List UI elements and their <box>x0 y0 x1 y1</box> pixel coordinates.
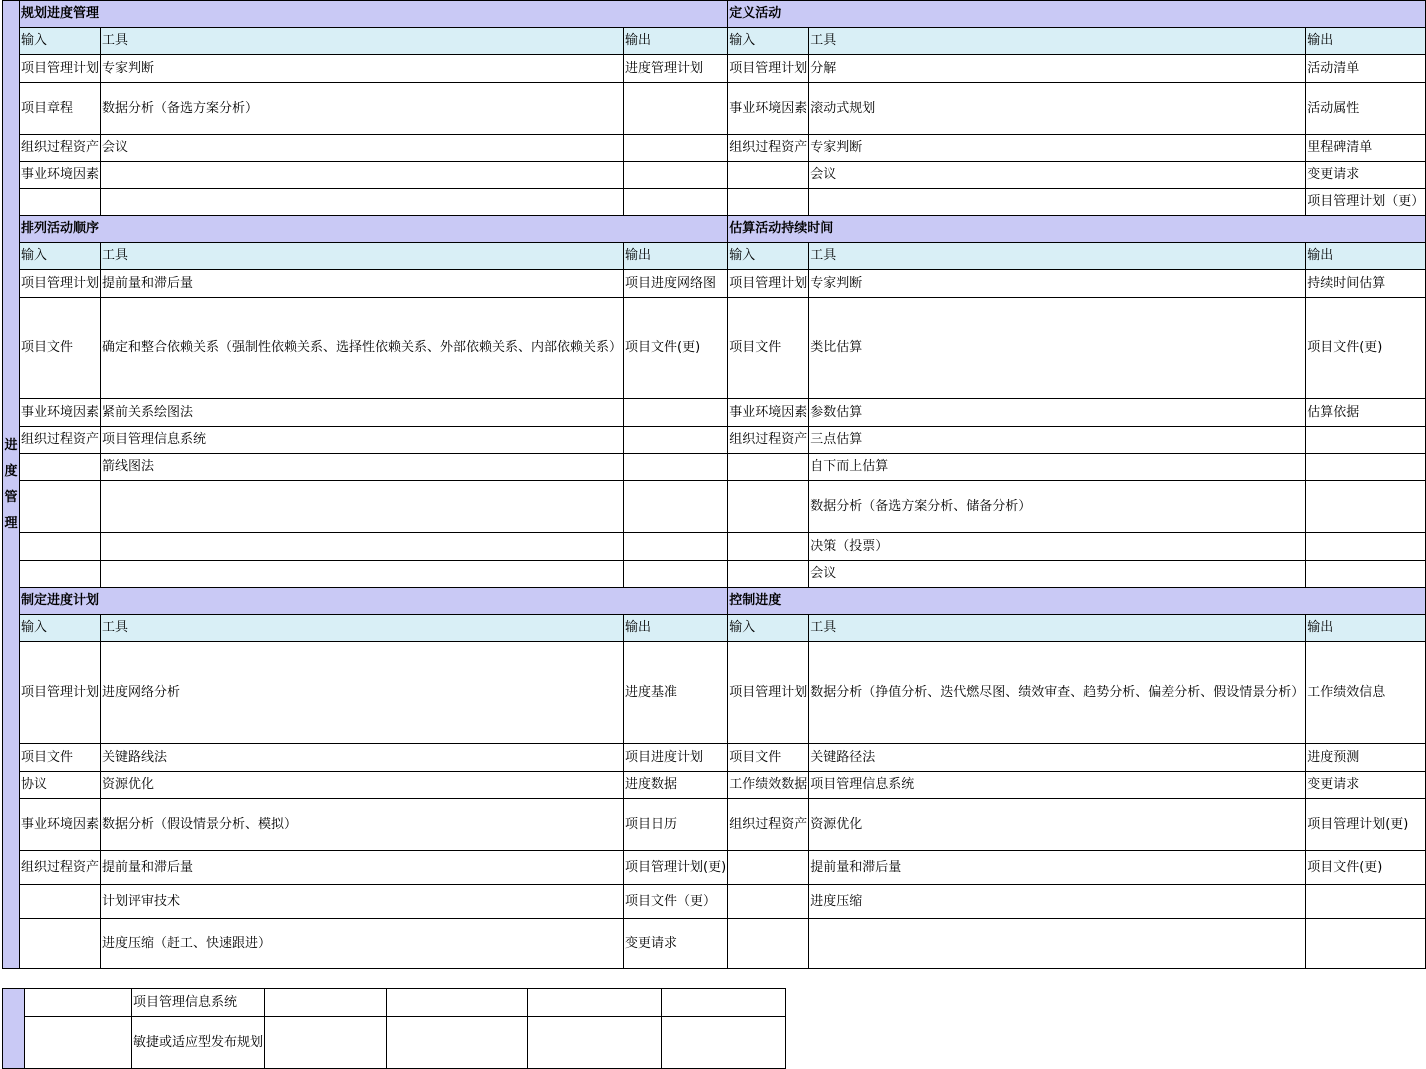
table-cell: 数据分析（备选方案分析） <box>101 83 624 135</box>
table-cell: 数据分析（假设情景分析、模拟） <box>101 799 624 851</box>
column-header-output: 输出 <box>624 28 728 55</box>
table-cell: 组织过程资产 <box>20 135 101 162</box>
table-cell <box>527 1017 661 1069</box>
column-header-output: 输出 <box>1306 615 1426 642</box>
table-cell <box>728 561 809 588</box>
column-header-input: 输入 <box>20 28 101 55</box>
section-title: 控制进度 <box>728 588 1426 615</box>
table-cell: 决策（投票） <box>809 533 1306 561</box>
table-cell: 进度管理计划 <box>624 55 728 83</box>
table-cell <box>20 533 101 561</box>
column-header-input: 输入 <box>728 28 809 55</box>
table-row <box>3 162 1426 189</box>
table-cell <box>624 189 728 216</box>
table-cell: 项目文件 <box>20 744 101 772</box>
table-row <box>3 454 1426 481</box>
table-cell: 项目文件 <box>728 298 809 399</box>
table-row <box>3 772 1426 799</box>
table-cell: 组织过程资产 <box>728 427 809 454</box>
table-cell <box>1306 533 1426 561</box>
table-cell: 进度网络分析 <box>101 642 624 744</box>
column-header-tool: 工具 <box>101 615 624 642</box>
continuation-table <box>2 988 786 1069</box>
column-header-tool: 工具 <box>101 243 624 270</box>
table-cell: 紧前关系绘图法 <box>101 399 624 427</box>
table-cell <box>1306 454 1426 481</box>
table-cell <box>20 481 101 533</box>
table-row <box>3 851 1426 885</box>
table-cell: 项目文件 <box>728 744 809 772</box>
table-row <box>3 481 1426 533</box>
table-cell: 敏捷或适应型发布规划 <box>131 1017 264 1069</box>
table-cell: 项目进度网络图 <box>624 270 728 298</box>
table-cell: 项目管理计划(更) <box>624 851 728 885</box>
table-cell <box>728 885 809 919</box>
section-title: 定义活动 <box>728 1 1426 28</box>
table-row <box>3 642 1426 744</box>
table-cell: 变更请求 <box>624 919 728 969</box>
sidebar-continuation <box>3 989 25 1069</box>
table-cell <box>20 454 101 481</box>
table-cell: 项目管理计划 <box>20 642 101 744</box>
table-cell <box>728 919 809 969</box>
column-header-row <box>3 28 1426 55</box>
table-cell: 项目管理计划（更） <box>1306 189 1426 216</box>
table-cell: 变更请求 <box>1306 772 1426 799</box>
table-cell: 组织过程资产 <box>728 135 809 162</box>
table-cell: 项目管理计划 <box>728 642 809 744</box>
table-cell: 滚动式规划 <box>809 83 1306 135</box>
table-cell: 项目管理计划 <box>20 55 101 83</box>
table-cell: 活动清单 <box>1306 55 1426 83</box>
table-cell: 进度数据 <box>624 772 728 799</box>
table-cell <box>386 1017 527 1069</box>
table-cell: 组织过程资产 <box>20 427 101 454</box>
table-cell: 关键路线法 <box>101 744 624 772</box>
column-header-tool: 工具 <box>809 615 1306 642</box>
column-header-output: 输出 <box>1306 28 1426 55</box>
table-cell: 计划评审技术 <box>101 885 624 919</box>
table-cell <box>728 533 809 561</box>
table-cell: 数据分析（备选方案分析、储备分析） <box>809 481 1306 533</box>
table-cell: 项目管理信息系统 <box>101 427 624 454</box>
column-header-tool: 工具 <box>809 243 1306 270</box>
table-cell <box>101 533 624 561</box>
table-cell <box>624 561 728 588</box>
table-cell: 事业环境因素 <box>728 399 809 427</box>
table-cell: 分解 <box>809 55 1306 83</box>
table-cell <box>264 1017 386 1069</box>
table-cell: 项目管理计划 <box>728 270 809 298</box>
table-cell: 项目管理信息系统 <box>131 989 264 1017</box>
table-cell: 项目文件（更） <box>624 885 728 919</box>
column-header-tool: 工具 <box>101 28 624 55</box>
table-cell <box>809 919 1306 969</box>
table-row <box>3 83 1426 135</box>
table-cell: 变更请求 <box>1306 162 1426 189</box>
table-row <box>3 427 1426 454</box>
table-cell: 活动属性 <box>1306 83 1426 135</box>
table-cell <box>1306 481 1426 533</box>
column-header-input: 输入 <box>728 243 809 270</box>
table-cell: 三点估算 <box>809 427 1306 454</box>
table-cell: 组织过程资产 <box>728 799 809 851</box>
table-cell <box>728 851 809 885</box>
table-cell <box>20 885 101 919</box>
table-cell <box>20 919 101 969</box>
column-header-input: 输入 <box>20 243 101 270</box>
table-cell: 事业环境因素 <box>20 162 101 189</box>
table-cell <box>527 989 661 1017</box>
table-cell: 会议 <box>809 162 1306 189</box>
table-row <box>3 298 1426 399</box>
table-cell <box>386 989 527 1017</box>
sidebar-label <box>3 1 20 969</box>
table-cell: 项目文件(更) <box>1306 298 1426 399</box>
table-cell <box>20 561 101 588</box>
section-title-row <box>3 216 1426 243</box>
table-cell: 进度压缩（赶工、快速跟进） <box>101 919 624 969</box>
table-cell <box>624 399 728 427</box>
table-cell: 项目进度计划 <box>624 744 728 772</box>
section-title-row <box>3 588 1426 615</box>
table-row <box>3 561 1426 588</box>
section-title: 排列活动顺序 <box>20 216 728 243</box>
column-header-tool: 工具 <box>809 28 1306 55</box>
table-cell <box>809 189 1306 216</box>
table-cell: 资源优化 <box>809 799 1306 851</box>
table-cell: 类比估算 <box>809 298 1306 399</box>
table-row <box>3 799 1426 851</box>
column-header-output: 输出 <box>1306 243 1426 270</box>
table-cell: 关键路径法 <box>809 744 1306 772</box>
table-cell: 项目管理计划 <box>20 270 101 298</box>
table-cell: 数据分析（挣值分析、迭代燃尽图、绩效审查、趋势分析、偏差分析、假设情景分析） <box>809 642 1306 744</box>
table-cell: 提前量和滞后量 <box>809 851 1306 885</box>
section-title-row <box>3 1 1426 28</box>
table-cell: 事业环境因素 <box>20 799 101 851</box>
column-header-input: 输入 <box>728 615 809 642</box>
column-header-output: 输出 <box>624 243 728 270</box>
table-cell <box>101 162 624 189</box>
table-cell <box>1306 427 1426 454</box>
table-cell <box>624 83 728 135</box>
table-cell <box>624 162 728 189</box>
sidebar-label-text: 进度管理 <box>4 437 18 531</box>
table-cell <box>728 189 809 216</box>
section-title: 估算活动持续时间 <box>728 216 1426 243</box>
table-cell: 里程碑清单 <box>1306 135 1426 162</box>
section-title: 规划进度管理 <box>20 1 728 28</box>
table-cell: 提前量和滞后量 <box>101 270 624 298</box>
table-row <box>3 885 1426 919</box>
table-cell <box>1306 885 1426 919</box>
table-cell <box>24 989 131 1017</box>
table-cell: 专家判断 <box>809 270 1306 298</box>
column-header-input: 输入 <box>20 615 101 642</box>
table-cell: 协议 <box>20 772 101 799</box>
table-cell <box>624 454 728 481</box>
table-cell <box>1306 919 1426 969</box>
table-cell <box>624 135 728 162</box>
column-header-output: 输出 <box>624 615 728 642</box>
table-cell <box>661 1017 785 1069</box>
table-cell: 进度压缩 <box>809 885 1306 919</box>
table-cell: 项目文件(更) <box>1306 851 1426 885</box>
table-cell: 会议 <box>101 135 624 162</box>
table-cell <box>624 427 728 454</box>
table-cell <box>728 162 809 189</box>
table-cell <box>661 989 785 1017</box>
table-cell <box>728 481 809 533</box>
table-cell: 事业环境因素 <box>728 83 809 135</box>
table-cell <box>24 1017 131 1069</box>
table-cell: 项目管理计划 <box>728 55 809 83</box>
table-cell: 持续时间估算 <box>1306 270 1426 298</box>
table-row <box>3 533 1426 561</box>
schedule-management-table <box>2 0 1426 969</box>
table-cell: 确定和整合依赖关系（强制性依赖关系、选择性依赖关系、外部依赖关系、内部依赖关系） <box>101 298 624 399</box>
column-header-row <box>3 615 1426 642</box>
table-row <box>3 135 1426 162</box>
section-title: 制定进度计划 <box>20 588 728 615</box>
table-row <box>3 189 1426 216</box>
table-row <box>3 270 1426 298</box>
table-cell <box>101 189 624 216</box>
table-cell: 项目文件 <box>20 298 101 399</box>
table-cell <box>264 989 386 1017</box>
table-cell <box>624 533 728 561</box>
table-cell: 项目管理计划(更) <box>1306 799 1426 851</box>
table-cell <box>101 481 624 533</box>
table-cell: 自下而上估算 <box>809 454 1306 481</box>
table-cell <box>624 481 728 533</box>
table-row <box>3 55 1426 83</box>
table-cell: 工作绩效信息 <box>1306 642 1426 744</box>
table-row <box>3 744 1426 772</box>
table-cell: 工作绩效数据 <box>728 772 809 799</box>
table-row <box>3 399 1426 427</box>
table-cell: 进度基准 <box>624 642 728 744</box>
table-cell: 项目章程 <box>20 83 101 135</box>
table-cell: 进度预测 <box>1306 744 1426 772</box>
table-row <box>3 989 786 1017</box>
table-cell: 项目管理信息系统 <box>809 772 1306 799</box>
table-row <box>3 919 1426 969</box>
table-cell: 专家判断 <box>101 55 624 83</box>
table-cell: 事业环境因素 <box>20 399 101 427</box>
column-header-row <box>3 243 1426 270</box>
table-cell: 项目日历 <box>624 799 728 851</box>
table-cell: 专家判断 <box>809 135 1306 162</box>
table-cell: 资源优化 <box>101 772 624 799</box>
table-cell <box>20 189 101 216</box>
table-cell: 组织过程资产 <box>20 851 101 885</box>
table-cell: 估算依据 <box>1306 399 1426 427</box>
table-cell <box>1306 561 1426 588</box>
table-cell: 参数估算 <box>809 399 1306 427</box>
table-row <box>3 1017 786 1069</box>
table-cell <box>101 561 624 588</box>
table-cell: 提前量和滞后量 <box>101 851 624 885</box>
table-cell: 会议 <box>809 561 1306 588</box>
table-cell: 箭线图法 <box>101 454 624 481</box>
table-cell: 项目文件(更) <box>624 298 728 399</box>
table-cell <box>728 454 809 481</box>
